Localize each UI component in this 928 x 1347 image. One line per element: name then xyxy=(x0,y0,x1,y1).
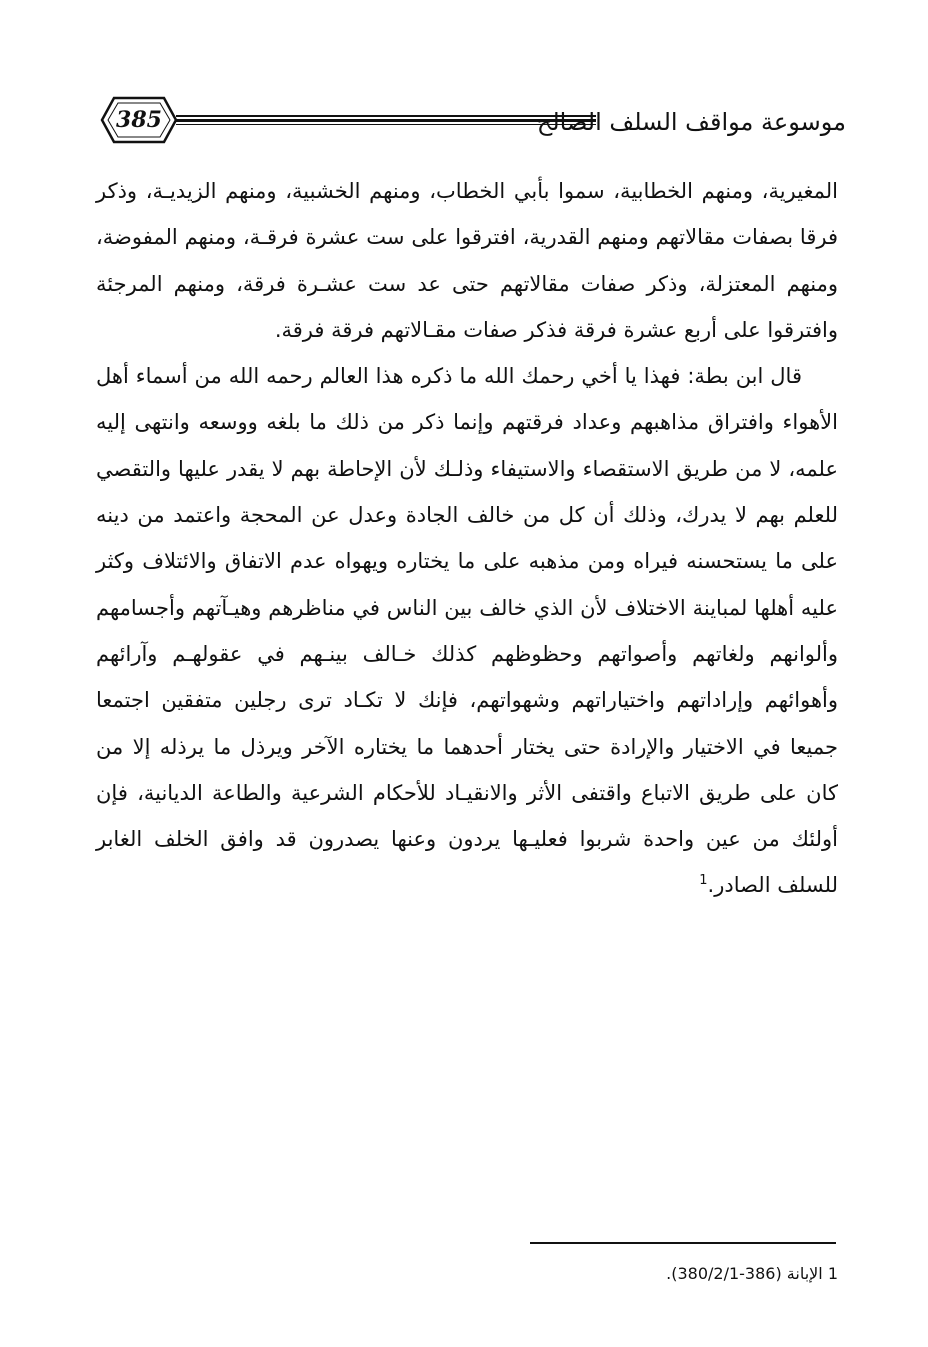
page-header xyxy=(0,86,928,166)
page-number-badge xyxy=(100,96,178,144)
paragraph xyxy=(96,353,838,909)
page-number: 385 xyxy=(116,107,162,133)
paragraph: المغيرية، ومنهم الخطابية، سموا بأبي الخطاب، ومنهم الخشبية، ومنهم الزيديـة، وذكر فرقا بصفات مقالاتهم ومنهم القدرية، افترقوا على ست عشرة فرقـة، ومنهم المفوضة، ومنهم المعتزلة، وذكر صفات مقالاتهم حتى عد ست عشـرة فرقة، ومنهم المرجئة وافترقوا على أربع عشرة فرقة فذكر صفات مقـالاتهم فرقة فرقة. xyxy=(96,179,838,342)
series-title: موسوعة مواقف السلف الصالح xyxy=(536,108,846,136)
paragraph-text: قال ابن بطة: فهذا يا أخي رحمك الله ما ذكره هذا العالم رحمه الله من أسماء أهل الأهواء وافتراق مذاهبهم وعداد فرقتهم وإنما ذكر من ذلك ما بلغه ووسعه وانتهى إليه علمه، لا من طريق الاستقصاء والاستيفاء وذلـك لأن الإحاطة بهم لا يقدر عليها والتقصي للعلم بهم لا يدرك، وذلك أن كل من خالف الجادة وعدل عن المحجة واعتمد من دينه على ما يستحسنه فيراه ومن مذهبه على ما يختاره ويهواه عدم الاتفاق والائتلاف وكثر عليه أهلها لمباينة الاختلاف لأن الذي خالف بين الناس في مناظرهم وهيـآتهم وأجسامهم وألوانهم ولغاتهم وأصواتهم وحظوظهم كذلك خـالف بينـهم في عقولهـم وآرائهم وأهوائهم وإراداتهم واختياراتهم وشهواتهم، فإنك لا تكـاد ترى رجلين متفقين اجتمعا جميعا في الاختيار والإرادة حتى يختار أحدهما ما يختاره الآخر ويرذل ما يرذله إلا من كان على طريق الاتباع واقتفى الأثر والانقيـاد للأحكام الشرعية والطاعة الديانية، فإن أولئك من عين واحدة شربوا فعليـها يردون وعنها يصدرون قد وافق الخلف الغابر للسلف الصادر. xyxy=(96,364,838,898)
page-body xyxy=(96,168,838,909)
footnote-divider xyxy=(530,1242,836,1244)
header-rule xyxy=(176,115,596,125)
footnote-reference[interactable]: 1 xyxy=(699,873,708,889)
footnote: 1 الإبانة (386-380/2/1). xyxy=(666,1264,838,1283)
